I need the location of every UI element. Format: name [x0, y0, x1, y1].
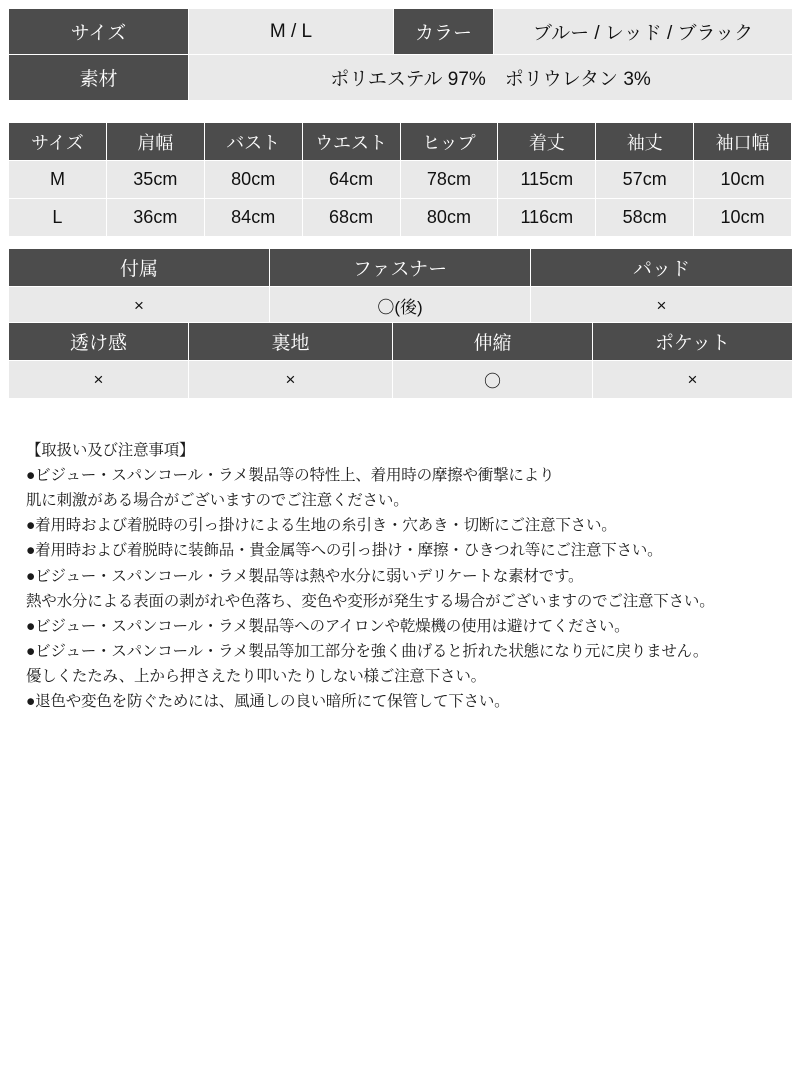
notes-line-2: 肌に刺激がある場合がございますのでご注意ください。	[26, 492, 409, 510]
basic-label-size: サイズ	[9, 9, 189, 55]
attach-header-pad: パッド	[531, 249, 793, 287]
feat-header-stretch: 伸縮	[393, 323, 593, 361]
meas-l-size: L	[9, 199, 107, 237]
feat-header-pocket: ポケット	[593, 323, 793, 361]
measurement-table	[8, 122, 792, 237]
attach-value-accessory: ×	[9, 287, 270, 325]
basic-spec-table	[8, 8, 793, 101]
table-row	[9, 55, 793, 101]
table-row	[9, 287, 793, 325]
feat-value-stretch: 〇	[393, 361, 593, 399]
table-header-row	[9, 123, 792, 161]
meas-header-shoulder: 肩幅	[106, 123, 204, 161]
meas-header-waist: ウエスト	[302, 123, 400, 161]
meas-m-cuff-width: 10cm	[694, 161, 792, 199]
table-header-row	[9, 249, 793, 287]
meas-m-shoulder: 35cm	[106, 161, 204, 199]
feat-header-lining: 裏地	[189, 323, 393, 361]
table-header-row	[9, 323, 793, 361]
feat-value-sheerness: ×	[9, 361, 189, 399]
notes-title: 【取扱い及び注意事項】	[26, 442, 195, 459]
meas-header-length: 着丈	[498, 123, 596, 161]
notes-line-9: 優しくたたみ、上から押さえたり叩いたりしない様ご注意下さい。	[26, 667, 486, 685]
meas-l-bust: 84cm	[204, 199, 302, 237]
meas-header-hip: ヒップ	[400, 123, 498, 161]
meas-m-hip: 78cm	[400, 161, 498, 199]
meas-header-size: サイズ	[9, 123, 107, 161]
notes-line-10: ●退色や変色を防ぐためには、風通しの良い暗所にて保管して下さい。	[26, 693, 510, 711]
feature-table	[8, 322, 793, 399]
attach-header-accessory: 付属	[9, 249, 270, 287]
feat-header-sheerness: 透け感	[9, 323, 189, 361]
meas-header-cuff-width: 袖口幅	[694, 123, 792, 161]
notes-line-4: ●着用時および着脱時に装飾品・貴金属等への引っ掛け・摩擦・ひきつれ等にご注意下さい。	[26, 542, 663, 560]
feat-value-pocket: ×	[593, 361, 793, 399]
notes-line-8: ●ビジュー・スパンコール・ラメ製品等加工部分を強く曲げると折れた状態になり元に戻りません。	[26, 642, 709, 660]
basic-value-material: ポリエステル 97% ポリウレタン 3%	[189, 55, 793, 101]
basic-value-size: M / L	[189, 9, 394, 55]
meas-m-length: 115cm	[498, 161, 596, 199]
meas-l-cuff-width: 10cm	[694, 199, 792, 237]
table-row	[9, 361, 793, 399]
notes-line-6: 熱や水分による表面の剥がれや色落ち、変色や変形が発生する場合がございますのでご注意下さい。	[26, 592, 715, 610]
meas-header-sleeve-length: 袖丈	[596, 123, 694, 161]
attach-value-zipper: 〇(後)	[270, 287, 531, 325]
care-notes	[26, 438, 776, 714]
meas-l-length: 116cm	[498, 199, 596, 237]
table-row	[9, 199, 792, 237]
meas-m-bust: 80cm	[204, 161, 302, 199]
meas-l-shoulder: 36cm	[106, 199, 204, 237]
basic-label-material: 素材	[9, 55, 189, 101]
meas-m-size: M	[9, 161, 107, 199]
meas-m-waist: 64cm	[302, 161, 400, 199]
feat-value-lining: ×	[189, 361, 393, 399]
table-row	[9, 9, 793, 55]
meas-m-sleeve-length: 57cm	[596, 161, 694, 199]
meas-header-bust: バスト	[204, 123, 302, 161]
notes-line-3: ●着用時および着脱時の引っ掛けによる生地の糸引き・穴あき・切断にご注意下さい。	[26, 517, 617, 535]
basic-value-color: ブルー / レッド / ブラック	[494, 9, 793, 55]
meas-l-hip: 80cm	[400, 199, 498, 237]
notes-line-5: ●ビジュー・スパンコール・ラメ製品等は熱や水分に弱いデリケートな素材です。	[26, 567, 584, 585]
meas-l-waist: 68cm	[302, 199, 400, 237]
attachment-table	[8, 248, 793, 325]
notes-line-1: ●ビジュー・スパンコール・ラメ製品等の特性上、着用時の摩擦や衝撃により	[26, 467, 555, 485]
basic-label-color: カラー	[394, 9, 494, 55]
attach-value-pad: ×	[531, 287, 793, 325]
table-row	[9, 161, 792, 199]
attach-header-zipper: ファスナー	[270, 249, 531, 287]
notes-line-7: ●ビジュー・スパンコール・ラメ製品等へのアイロンや乾燥機の使用は避けてください。	[26, 617, 630, 635]
meas-l-sleeve-length: 58cm	[596, 199, 694, 237]
